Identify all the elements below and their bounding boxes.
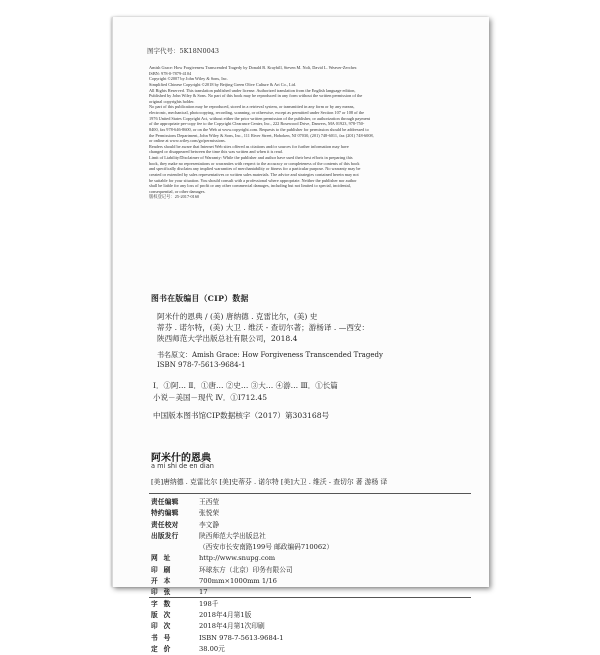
divider-top <box>149 493 471 494</box>
publication-value: ISBN 978-7-5613-9684-1 <box>199 633 284 642</box>
english-line: of the appropriate per-copy fee to the Copyright Clearance Center, Inc., 222 Rosewood Drive, Danvers, MA 01923, 978-750- <box>149 121 365 127</box>
publication-label: 书号 <box>151 633 177 642</box>
book-pinyin: a mi shi de en dian <box>151 462 214 470</box>
publication-value: 环球东方（北京）印务有限公司 <box>199 565 293 574</box>
publication-row <box>151 542 471 553</box>
english-line: be suitable for your situation. You should consult with a professional where appropriate. Neither the publisher nor author <box>149 177 357 183</box>
publication-value: 2018年4月第1版 <box>199 610 252 619</box>
english-line: and specifically disclaim any implied warranties of merchantability or fitness for a particular purpose. No warranty may be <box>149 166 361 172</box>
english-copyright-block <box>149 65 467 200</box>
cip-class-line: 小说－美国－现代 Ⅳ．①I712.45 <box>153 392 268 402</box>
english-line: 版权登记号：25-2017-0160 <box>149 194 200 200</box>
english-line: original copyrights holder. <box>149 98 195 104</box>
english-line: No part of this publication may be reproduced, stored in a retrieval system, or transmitted in any form or by any means, <box>149 104 355 110</box>
publication-row <box>151 599 471 610</box>
publication-label: 定价 <box>151 644 177 653</box>
english-line: Amish Grace: How Forgiveness Transcended Tragedy by Donald B. Kraybill, Steven M. Nolt, David L. Weaver-Zercher. <box>149 65 358 70</box>
publication-row <box>151 508 471 519</box>
publication-value: 17 <box>199 588 208 597</box>
english-line: Copyright ©2007 by John Wiley & Sons, Inc. <box>149 76 228 82</box>
cip-description <box>157 311 427 344</box>
publication-label: 字数 <box>151 599 177 608</box>
english-line: electronic, mechanical, photocopying, recording, scanning, or otherwise, except as permitted under Section 107 or 108 of the <box>149 110 365 115</box>
english-line: Readers should be aware that Internet Web sites offered as citations and/or sources for further information may have <box>149 143 349 149</box>
publication-row <box>151 576 471 587</box>
publication-value: http://www.snupg.com <box>199 554 276 563</box>
publication-row <box>151 497 471 508</box>
english-line: Limit of Liability/Disclaimer of Warranty: While the publisher and author have used their best efforts in preparing this <box>149 155 353 160</box>
copyright-page <box>112 17 489 653</box>
publication-label: 版次 <box>151 610 177 619</box>
publication-label: 出版发行 <box>151 531 179 540</box>
publication-label: 特约编辑 <box>151 509 179 518</box>
cip-number: 中国版本图书馆CIP数据核字（2017）第303168号 <box>153 411 330 420</box>
english-line: Published by John Wiley & Sons. No part of this book may be reproduced in any form without the written permission of the <box>149 93 363 99</box>
publication-row <box>151 610 471 621</box>
english-line: the Permissions Department, John Wiley & Sons, Inc., 111 River Street, Hoboken, NJ 07030, (201) 748-6011, fax (201) 748-6008, <box>149 132 374 138</box>
cip-desc-line: 陕西师范大学出版总社有限公司，2018.4 <box>157 334 298 343</box>
cip-class-line: Ⅰ．①阿… Ⅱ．①唐… ②史… ③大… ④游… Ⅲ．①长篇 <box>153 381 338 390</box>
cip-classification <box>153 380 338 403</box>
publication-value: 王西莹 <box>199 498 220 506</box>
english-line: 1976 United States Copyright Act, without either the prior written permission of the publisher, or authorization through payment <box>149 115 370 121</box>
english-line: Simplified Chinese Copyright ©2018 by Beijing Green Olive Culture & Art Co., Ltd. <box>149 81 297 87</box>
publication-row <box>151 633 471 644</box>
publication-value: 陕西师范大学出版总社 <box>199 531 266 540</box>
publication-label: 网址 <box>151 554 177 563</box>
publication-value: 李文静 <box>199 520 220 529</box>
publication-label: 开本 <box>151 577 177 586</box>
english-line: 8400, fax 978-646-8600, or on the Web at www.copyright.com. Requests to the publisher for permission should be addressed to <box>149 126 369 132</box>
cip-title: 图书在版编目（CIP）数据 <box>151 294 249 303</box>
publication-row <box>151 531 471 542</box>
publication-value: 2018年4月第1次印刷 <box>199 622 265 631</box>
english-line: or online at www.wiley.com/go/permissions. <box>149 138 226 144</box>
book-title: 阿米什的恩典 <box>151 453 211 464</box>
publication-row <box>151 621 471 632</box>
cip-desc-line: 蒂芬 . 诺尔特，(美) 大卫 . 维沃 - 查切尔著；游杨译 . —西安： <box>157 323 370 332</box>
book-authors: [美]唐纳德 . 克雷比尔 [美]史蒂芬 . 诺尔特 [美]大卫 . 维沃 - 查切尔 著 游杨 译 <box>151 478 388 486</box>
publication-label: 印张 <box>151 588 177 597</box>
publication-label: 责任校对 <box>151 520 179 529</box>
english-line: changed or disappeared between the time this was written and when it is read. <box>149 149 283 155</box>
publication-label: 印次 <box>151 622 177 631</box>
publication-label: 责任编辑 <box>151 498 179 506</box>
publication-value: 张悦荣 <box>199 509 220 518</box>
cip-original-title: 书名原文：Amish Grace: How Forgiveness Transcended Tragedy <box>157 351 383 359</box>
english-line: book, they make no representations or warranties with respect to the accuracy or completeness of the contents of this book <box>149 160 360 166</box>
register-number: 图字代号：5K18N0043 <box>147 47 219 55</box>
publication-row <box>151 565 471 576</box>
publication-row <box>151 644 471 655</box>
publication-row <box>151 520 471 531</box>
publication-value: 198千 <box>199 599 219 608</box>
english-line: shall be liable for any loss of profit or any other commercial damages, including but not limited to special, incidental, <box>149 183 351 189</box>
publication-value: 700mm×1000mm 1/16 <box>199 577 277 586</box>
publication-value: 38.00元 <box>199 644 225 653</box>
cip-isbn: ISBN 978-7-5613-9684-1 <box>157 361 246 369</box>
cip-desc-line: 阿米什的恩典 / (美) 唐纳德 . 克雷比尔，(美) 史 <box>157 312 318 321</box>
english-line: ISBN: 978-0-7879-4104 <box>149 70 192 76</box>
publication-row <box>151 553 471 564</box>
publication-label <box>151 542 199 553</box>
english-line: All Rights Reserved. This translation published under license. Authorized translation from the English language edition, <box>149 87 356 93</box>
publication-label: 印刷 <box>151 565 177 574</box>
publication-info <box>151 497 471 655</box>
publication-value: （西安市长安南路199号 邮政编码710062） <box>199 543 334 552</box>
divider-bottom <box>149 597 471 598</box>
english-line: created or extended by sales representatives or written sales materials. The advice and strategies contained herein may not <box>149 171 359 177</box>
english-line: consequential, or other damages. <box>149 188 206 194</box>
